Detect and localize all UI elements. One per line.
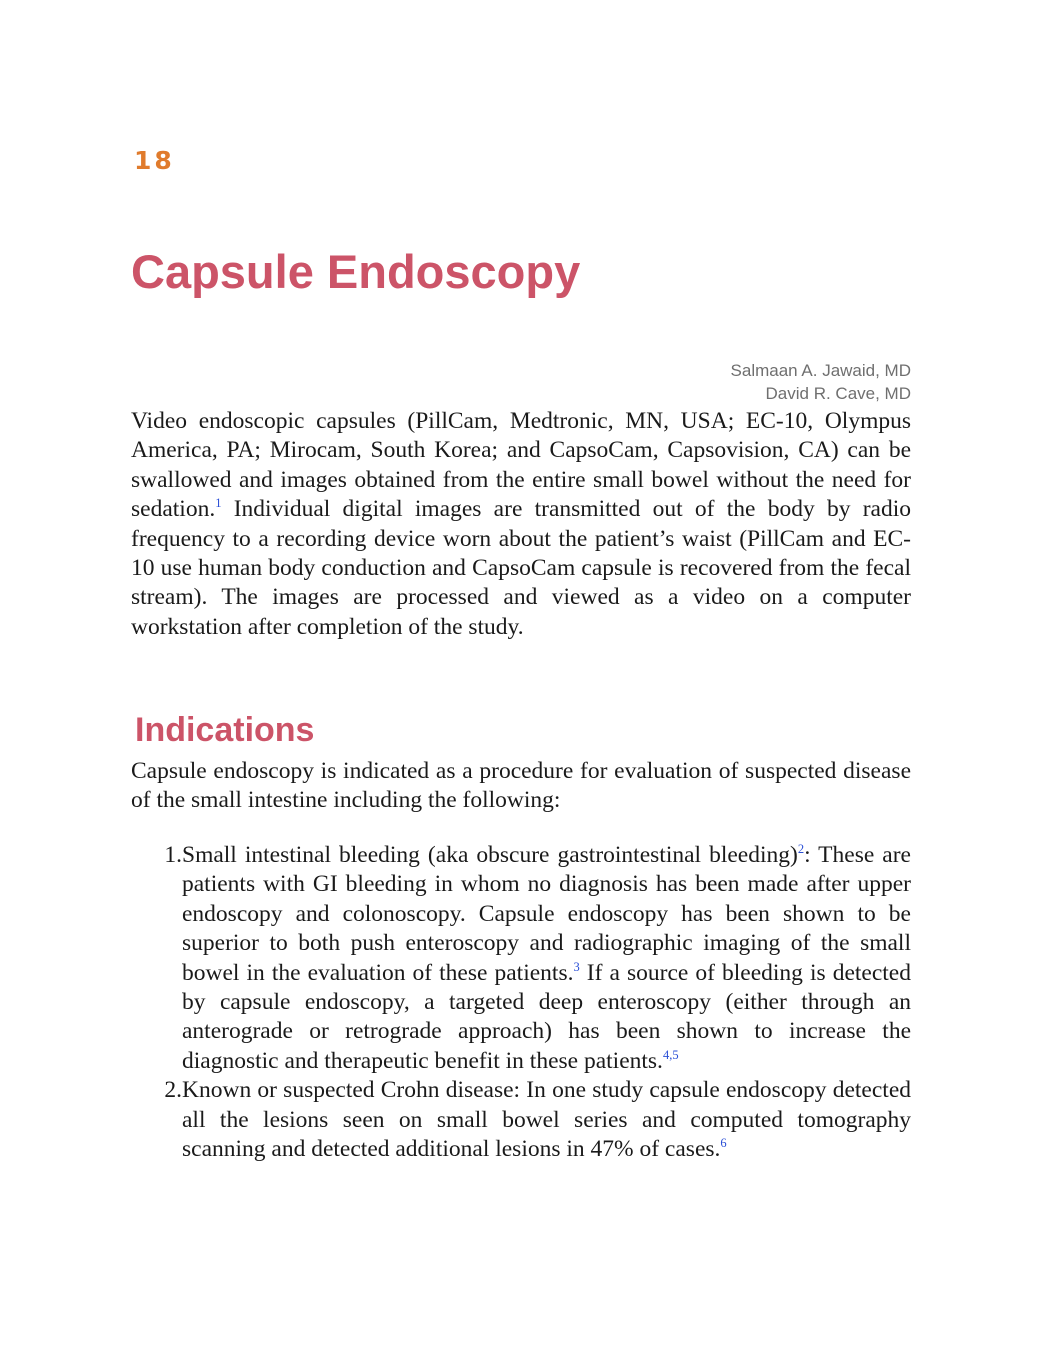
reference-link[interactable]: 2 [797,842,805,857]
list-item-text-segment: Known or suspected Crohn disease: In one study capsule endoscopy detected all the lesions seen on small bowel series and computed tomography scanning and detected additional lesions in 47% of cases. [182,1077,911,1163]
indications-intro-paragraph: Capsule endoscopy is indicated as a procedure for evaluation of suspected disease of the small intestine including the following: [131,758,911,814]
reference-link[interactable]: 3 [573,959,580,974]
list-item-text-segment: If a source of bleeding is detected by capsule endoscopy, a targeted deep enteroscopy (either through an anterograde or retrograde approach) has been shown to increase the diagnostic and therapeutic benefit in these patients. [182,959,911,1074]
intro-paragraph [131,407,911,642]
chapter-title: Capsule Endoscopy [131,245,581,298]
author-name: David R. Cave, MD [765,384,911,403]
list-item-text [182,841,911,1076]
reference-link[interactable]: 6 [720,1136,727,1151]
author-name: Salmaan A. Jawaid, MD [730,361,911,380]
list-item-text-segment: Small intestinal bleeding (aka obscure gastrointestinal bleeding) [182,842,798,868]
author-list [731,359,911,405]
reference-link[interactable]: 1 [215,496,222,511]
intro-text: Video endoscopic capsules (PillCam, Medtronic, MN, USA; EC-10, Olympus America, PA; Mirocam, South Korea; and CapsoCam, Capsovision, CA) can be swallowed and images obtained from the entire small bowel without the need for sedation. [131,408,911,523]
list-item-number: 2. [164,1077,182,1104]
indications-list [131,841,911,1164]
chapter-number: 18 [134,146,175,175]
list-item [131,1076,911,1164]
intro-text: Individual digital images are transmitted out of the body by radio frequency to a recording device worn about the patient’s waist (PillCam and EC-10 use human body conduction and CapsoCam capsule is recovered from the fecal stream). The images are processed and viewed as a video on a computer workstation after completion of the study. [131,496,911,640]
list-item-text [182,1076,911,1164]
section-heading-indications: Indications [135,711,315,749]
reference-link[interactable]: 4,5 [662,1048,679,1063]
list-item [131,841,911,1076]
list-item-text-segment: : These are patients with GI bleeding in whom no diagnosis has been made after upper endoscopy and colonoscopy. Capsule endoscopy has been shown to be superior to both push enteroscopy and radiographic imaging of the small bowel in the evaluation of these patients. [182,842,911,986]
list-item-number: 1. [164,842,182,868]
